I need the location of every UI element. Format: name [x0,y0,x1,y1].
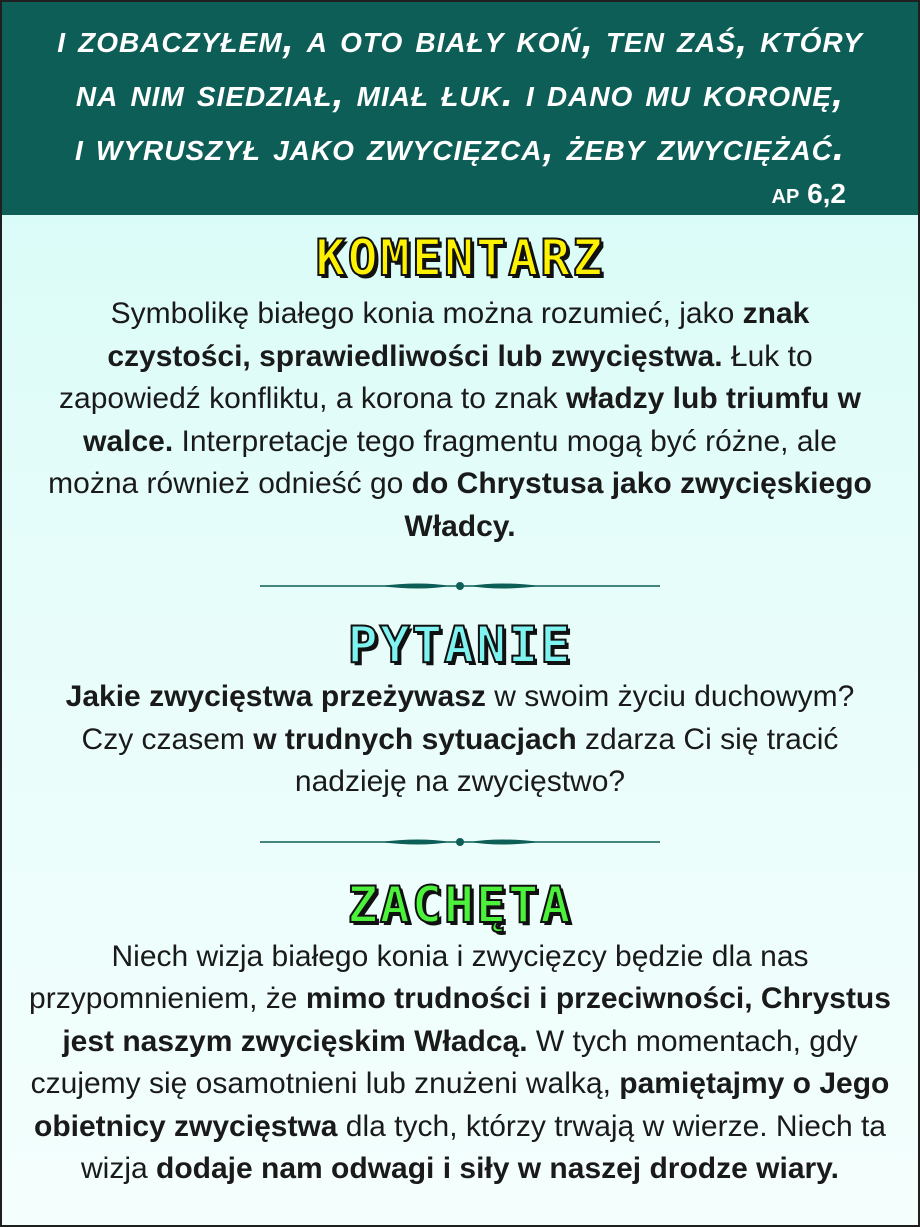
pytanie-title: PYTANIE [347,616,573,674]
zacheta-text-part: dla tych, którzy trwają w wierze. Niech ta wizja [81,1109,886,1185]
quote-line: i zobaczyłem, a oto biały koń, ten zaś, który [57,17,863,61]
zacheta-text-part: Niech wizja białego konia i zwycięzcy będzie dla nas przypomnieniem, że [29,939,809,1015]
ornament-divider [260,578,660,594]
zacheta-text [20,936,900,1191]
zacheta-text-part: W tych momentach, gdy czujemy się osamotnieni lub znużeni walką, [30,1024,858,1100]
zacheta-bold-part: mimo trudności i przeciwności, Chrystus jest naszym zwycięskim Władcą. [62,982,891,1058]
pytanie-bold-part: Jakie zwycięstwa przeżywasz [65,680,486,713]
quote-line: i wyruszył jako zwycięzca, żeby zwyciężać. [75,125,845,169]
scripture-quote [16,12,904,174]
pytanie-bold-part: w trudnych sytuacjach [253,722,577,756]
komentarz-text-part: Interpretacje tego fragmentu mogą być różne, ale można również odnieść go [48,424,837,500]
pytanie-text-part: zdarza Ci się tracić nadzieję na zwycięstwo? [294,722,839,798]
quote-line: na nim siedział, miał łuk. i dano mu koronę, [75,71,845,115]
komentarz-text-part: Symbolikę białego konia można rozumieć, jako [110,297,743,330]
komentarz-text-part: Łuk to zapowiedź konfliktu, a korona to znak [59,339,813,415]
zacheta-bold-part: pamiętajmy o Jego obietnicy zwycięstwa [34,1067,890,1143]
pytanie-text [65,676,855,804]
scripture-header [2,2,918,215]
ornament-divider [260,834,660,850]
komentarz-text [37,293,883,548]
pytanie-text-part: w swoim życiu duchowym? Czy czasem [81,680,855,756]
komentarz-bold-part: do Chrystusa jako zwycięskiego Władcy. [404,467,872,543]
komentarz-bold-part: władzy lub triumfu w walce. [83,382,861,458]
komentarz-bold-part: znak czystości, sprawiedliwości lub zwycięstwa. [107,297,810,373]
komentarz-title: KOMENTARZ [315,229,605,287]
scripture-reference: ap 6,2 [771,178,846,209]
zacheta-title: ZACHĘTA [347,875,573,934]
zacheta-bold-part: dodaje nam odwagi i siły w naszej drodze wiary. [156,1152,839,1185]
